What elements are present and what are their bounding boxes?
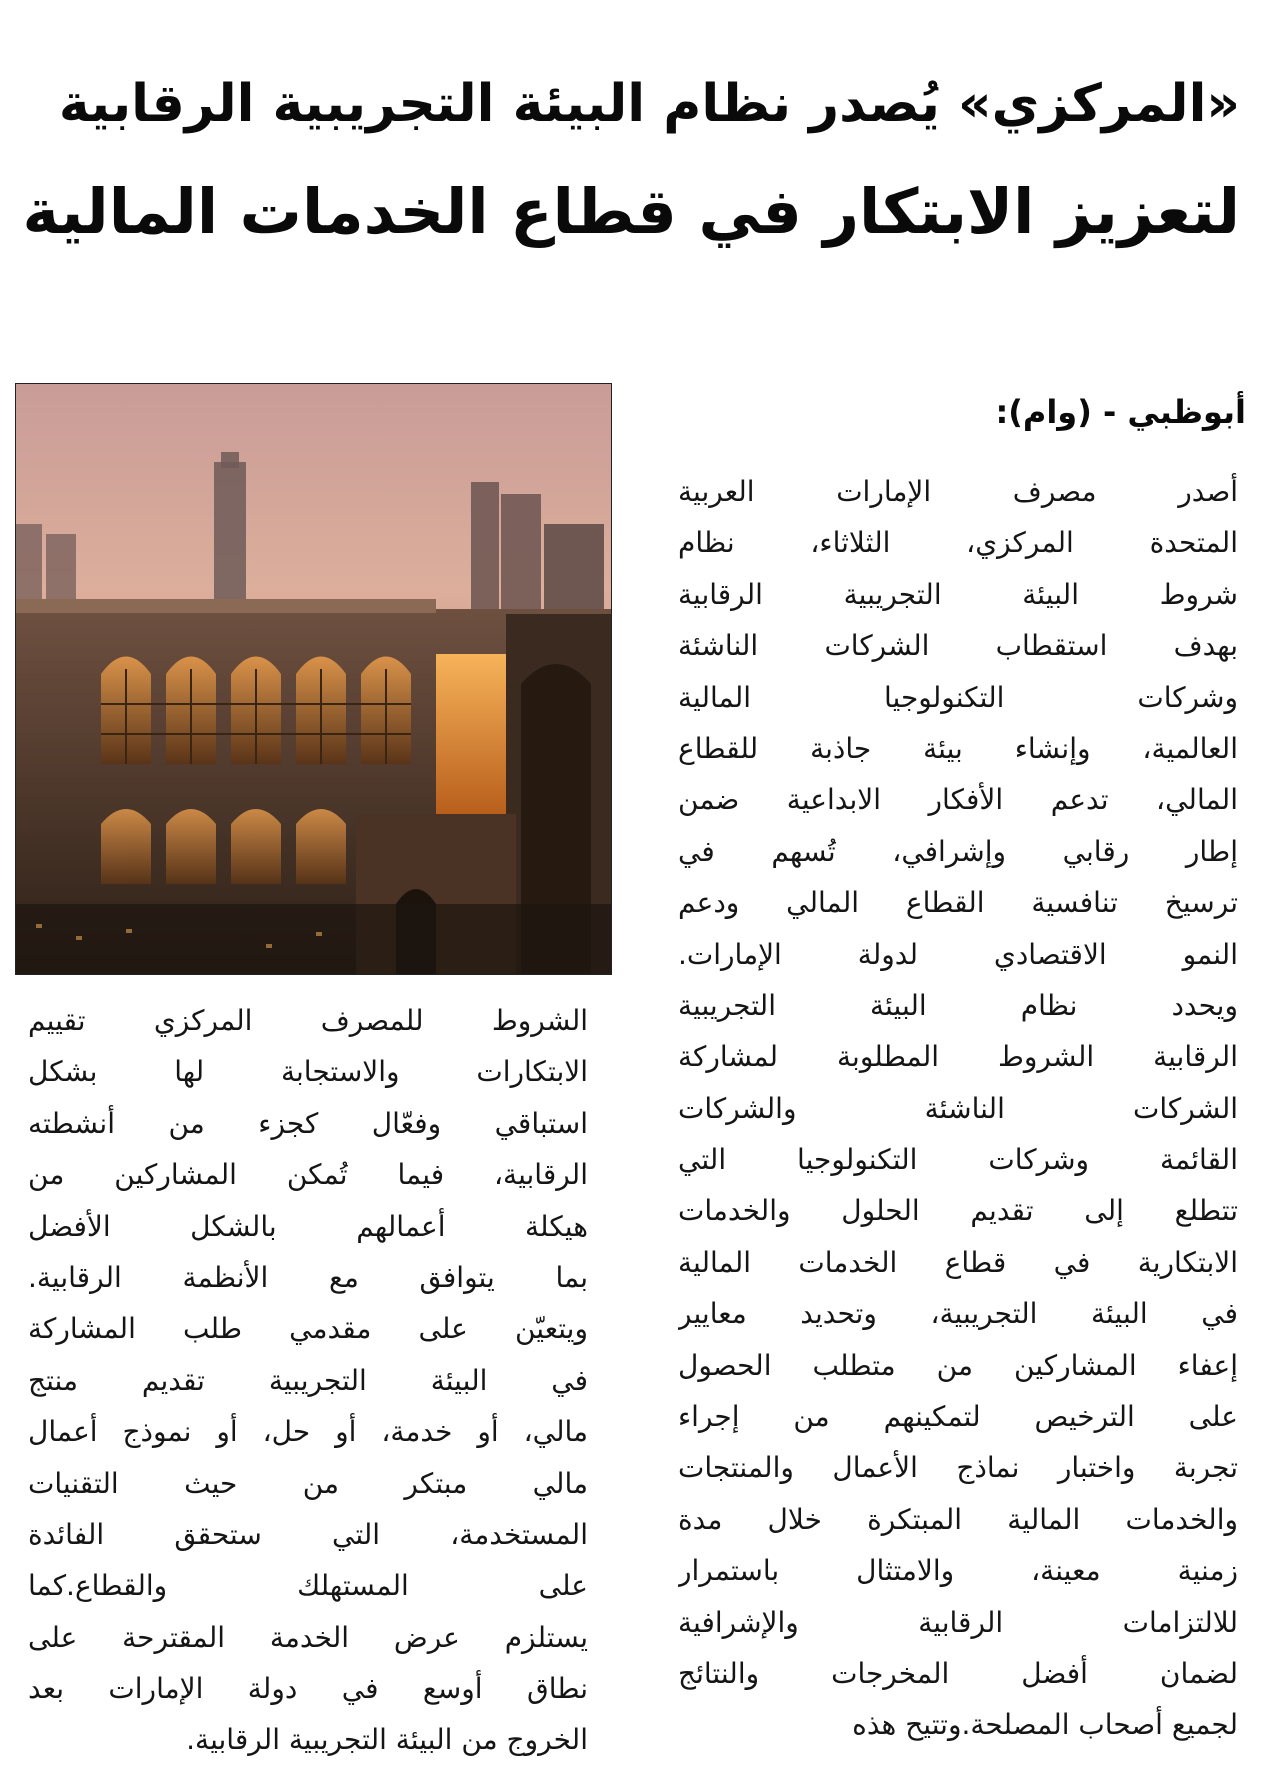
article-line: النمو الاقتصادي لدولة الإمارات. bbox=[678, 937, 1238, 971]
article-line: تجربة واختبار نماذج الأعمال والمنتجات bbox=[678, 1451, 1238, 1485]
headline-line-2: لتعزيز الابتكار في قطاع الخدمات المالية bbox=[22, 175, 1240, 248]
article-line: لضمان أفضل المخرجات والنتائج bbox=[678, 1656, 1238, 1690]
article-line: في البيئة التجريبية، وتحديد معايير bbox=[678, 1297, 1238, 1331]
article-line: الابتكارية في قطاع الخدمات المالية bbox=[678, 1245, 1238, 1279]
article-line: المستخدمة، التي ستحقق الفائدة bbox=[28, 1517, 588, 1551]
article-line: استباقي وفعّال كجزء من أنشطته bbox=[28, 1106, 588, 1140]
article-line: إعفاء المشاركين من متطلب الحصول bbox=[678, 1348, 1238, 1382]
building-illustration bbox=[16, 384, 611, 974]
article-line: أصدر مصرف الإمارات العربية bbox=[678, 475, 1238, 508]
article-line: ويتعيّن على مقدمي طلب المشاركة bbox=[28, 1312, 588, 1346]
article-line: ويحدد نظام البيئة التجريبية bbox=[678, 988, 1238, 1022]
headline-line-1: «المركزي» يُصدر نظام البيئة التجريبية الرقابية bbox=[58, 74, 1240, 134]
article-line: الرقابية، فيما تُمكن المشاركين من bbox=[28, 1158, 588, 1192]
dateline: أبوظبي - (وام): bbox=[995, 393, 1246, 431]
article-line: تتطلع إلى تقديم الحلول والخدمات bbox=[678, 1194, 1238, 1228]
article-line: القائمة وشركات التكنولوجيا التي bbox=[678, 1143, 1238, 1177]
article-line: الابتكارات والاستجابة لها بشكل bbox=[28, 1055, 588, 1089]
article-line: الخروج من البيئة التجريبية الرقابية. bbox=[186, 1723, 588, 1757]
article-line: نطاق أوسع في دولة الإمارات بعد bbox=[28, 1672, 588, 1706]
article-line: بهدف استقطاب الشركات الناشئة bbox=[678, 629, 1238, 663]
central-bank-building-photo bbox=[15, 383, 612, 975]
article-line: في البيئة التجريبية تقديم منتج bbox=[28, 1363, 588, 1397]
article-line: الشروط للمصرف المركزي تقييم bbox=[28, 1004, 588, 1037]
article-line: شروط البيئة التجريبية الرقابية bbox=[678, 577, 1238, 611]
article-line: بما يتوافق مع الأنظمة الرقابية. bbox=[28, 1260, 588, 1294]
article-line: على الترخيص لتمكينهم من إجراء bbox=[678, 1400, 1238, 1434]
headline bbox=[20, 50, 1240, 266]
article-line: العالمية، وإنشاء بيئة جاذبة للقطاع bbox=[678, 731, 1238, 765]
article-line: مالي مبتكر من حيث التقنيات bbox=[28, 1466, 588, 1500]
article-line: المالي، تدعم الأفكار الابداعية ضمن bbox=[678, 783, 1238, 817]
article-line: الرقابية الشروط المطلوبة لمشاركة bbox=[678, 1040, 1238, 1074]
article-line: مالي، أو خدمة، أو حل، أو نموذج أعمال bbox=[28, 1415, 588, 1449]
article-line: والخدمات المالية المبتكرة خلال مدة bbox=[678, 1502, 1238, 1536]
article-line: المتحدة المركزي، الثلاثاء، نظام bbox=[678, 526, 1238, 560]
article-line: للالتزامات الرقابية والإشرافية bbox=[678, 1605, 1238, 1639]
article-line: إطار رقابي وإشرافي، تُسهم في bbox=[678, 834, 1238, 868]
article-line: ترسيخ تنافسية القطاع المالي ودعم bbox=[678, 886, 1238, 920]
article-left-column bbox=[28, 995, 588, 1766]
article-line: الشركات الناشئة والشركات bbox=[678, 1091, 1238, 1125]
article-line: وشركات التكنولوجيا المالية bbox=[678, 680, 1238, 714]
article-line: يستلزم عرض الخدمة المقترحة على bbox=[28, 1620, 588, 1654]
article-line: هيكلة أعمالهم بالشكل الأفضل bbox=[28, 1209, 588, 1243]
article-line: لجميع أصحاب المصلحة.وتتيح هذه bbox=[852, 1708, 1238, 1742]
article-line: زمنية معينة، والامتثال باستمرار bbox=[678, 1554, 1238, 1588]
article-right-column bbox=[678, 466, 1238, 1751]
article-line: على المستهلك والقطاع.كما bbox=[28, 1569, 588, 1603]
